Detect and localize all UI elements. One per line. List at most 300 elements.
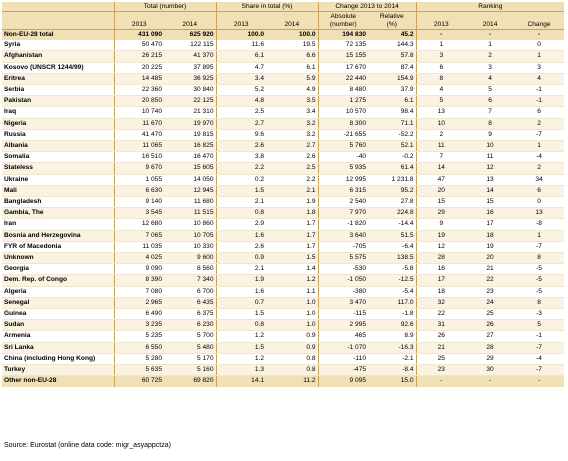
applicants-2014: 14 050 bbox=[164, 174, 216, 185]
rank-2013: 3 bbox=[416, 51, 466, 62]
rank-change: -7 bbox=[514, 342, 564, 353]
rank-change: -5 bbox=[514, 264, 564, 275]
applicants-2013: 7 065 bbox=[114, 230, 164, 241]
applicants-2013: 11 670 bbox=[114, 118, 164, 129]
share-2013: 2.6 bbox=[216, 241, 266, 252]
rank-2014: 27 bbox=[466, 331, 514, 342]
share-2013: 2.1 bbox=[216, 264, 266, 275]
country-name: Afghanistan bbox=[2, 51, 114, 62]
change-relative: 87.4 bbox=[368, 62, 416, 73]
table-row bbox=[2, 152, 564, 163]
rank-2013: 7 bbox=[416, 152, 466, 163]
rank-2013: 21 bbox=[416, 342, 466, 353]
change-relative: 95.2 bbox=[368, 185, 416, 196]
change-relative: -8.4 bbox=[368, 365, 416, 376]
rank-2014: 28 bbox=[466, 342, 514, 353]
other-2014: 69 820 bbox=[164, 376, 216, 387]
rank-2014: 10 bbox=[466, 141, 514, 152]
share-2013: 2.1 bbox=[216, 197, 266, 208]
change-relative: 71.1 bbox=[368, 118, 416, 129]
rank-change: -1 bbox=[514, 96, 564, 107]
total-change-absolute: 194 830 bbox=[318, 30, 368, 41]
total-change-relative: 45.2 bbox=[368, 30, 416, 41]
change-absolute: 2 995 bbox=[318, 320, 368, 331]
total-2013: 431 090 bbox=[114, 30, 164, 41]
applicants-2014: 21 310 bbox=[164, 107, 216, 118]
total-share-2013: 100.0 bbox=[216, 30, 266, 41]
table-row bbox=[2, 253, 564, 264]
applicants-2014: 10 330 bbox=[164, 241, 216, 252]
table-row bbox=[2, 185, 564, 196]
change-relative: 92.6 bbox=[368, 320, 416, 331]
change-relative: 57.8 bbox=[368, 51, 416, 62]
change-absolute: 3 470 bbox=[318, 297, 368, 308]
share-2014: 3.2 bbox=[266, 129, 318, 140]
country-name: Bangladesh bbox=[2, 197, 114, 208]
applicants-2013: 16 510 bbox=[114, 152, 164, 163]
share-2013: 1.2 bbox=[216, 331, 266, 342]
share-2013: 1.6 bbox=[216, 230, 266, 241]
applicants-2014: 6 700 bbox=[164, 286, 216, 297]
share-2013: 0.7 bbox=[216, 297, 266, 308]
table-row bbox=[2, 51, 564, 62]
applicants-2013: 5 235 bbox=[114, 331, 164, 342]
share-2014: 1.0 bbox=[266, 309, 318, 320]
rank-2014: 26 bbox=[466, 320, 514, 331]
rank-2013: 12 bbox=[416, 241, 466, 252]
country-name: Ukraine bbox=[2, 174, 114, 185]
table-row bbox=[2, 62, 564, 73]
share-2014: 1.7 bbox=[266, 219, 318, 230]
applicants-2013: 9 670 bbox=[114, 163, 164, 174]
change-absolute: 7 970 bbox=[318, 208, 368, 219]
header-absolute: Absolute (number) bbox=[318, 12, 368, 30]
change-absolute: 5 575 bbox=[318, 253, 368, 264]
rank-change: -5 bbox=[514, 275, 564, 286]
applicants-2014: 5 480 bbox=[164, 342, 216, 353]
applicants-2013: 12 680 bbox=[114, 219, 164, 230]
country-name: Iran bbox=[2, 219, 114, 230]
rank-2013: 16 bbox=[416, 264, 466, 275]
rank-2014: 20 bbox=[466, 253, 514, 264]
change-absolute: -115 bbox=[318, 309, 368, 320]
header-share-2014: 2014 bbox=[266, 12, 318, 30]
rank-2013: 17 bbox=[416, 275, 466, 286]
rank-2013: 22 bbox=[416, 309, 466, 320]
rank-2014: 21 bbox=[466, 264, 514, 275]
change-absolute: -40 bbox=[318, 152, 368, 163]
share-2013: 4.8 bbox=[216, 96, 266, 107]
country-name: Syria bbox=[2, 40, 114, 51]
share-2014: 1.2 bbox=[266, 275, 318, 286]
applicants-2014: 37 895 bbox=[164, 62, 216, 73]
applicants-2014: 5 160 bbox=[164, 365, 216, 376]
rank-change: -8 bbox=[514, 219, 564, 230]
applicants-2013: 20 850 bbox=[114, 96, 164, 107]
change-relative: 8.9 bbox=[368, 331, 416, 342]
share-2014: 1.8 bbox=[266, 208, 318, 219]
rank-2014: 17 bbox=[466, 219, 514, 230]
header-corner-2 bbox=[2, 12, 114, 30]
table-row bbox=[2, 174, 564, 185]
rank-change: 5 bbox=[514, 320, 564, 331]
rank-2013: 15 bbox=[416, 197, 466, 208]
rank-2013: 19 bbox=[416, 230, 466, 241]
share-2014: 2.7 bbox=[266, 141, 318, 152]
rank-2014: 8 bbox=[466, 118, 514, 129]
share-2014: 1.5 bbox=[266, 253, 318, 264]
change-absolute: -530 bbox=[318, 264, 368, 275]
change-absolute: -380 bbox=[318, 286, 368, 297]
applicants-2013: 11 065 bbox=[114, 141, 164, 152]
other-change-absolute: 9 095 bbox=[318, 376, 368, 387]
change-relative: 27.8 bbox=[368, 197, 416, 208]
applicants-2013: 41 470 bbox=[114, 129, 164, 140]
rank-2013: 20 bbox=[416, 185, 466, 196]
share-2014: 0.8 bbox=[266, 353, 318, 364]
share-2014: 0.9 bbox=[266, 331, 318, 342]
table-row bbox=[2, 85, 564, 96]
rank-change: 2 bbox=[514, 118, 564, 129]
rank-2014: 6 bbox=[466, 96, 514, 107]
rank-2013: 10 bbox=[416, 118, 466, 129]
country-name: Georgia bbox=[2, 264, 114, 275]
rank-2014: 12 bbox=[466, 163, 514, 174]
table-row bbox=[2, 275, 564, 286]
country-name: Unknown bbox=[2, 253, 114, 264]
share-2013: 3.4 bbox=[216, 73, 266, 84]
share-2013: 2.9 bbox=[216, 219, 266, 230]
country-name: Turkey bbox=[2, 365, 114, 376]
applicants-2014: 16 470 bbox=[164, 152, 216, 163]
other-2013: 60 725 bbox=[114, 376, 164, 387]
header-relative: Relative (%) bbox=[368, 12, 416, 30]
rank-change: 2 bbox=[514, 163, 564, 174]
share-2013: 5.2 bbox=[216, 85, 266, 96]
applicants-2014: 7 340 bbox=[164, 275, 216, 286]
change-absolute: 15 155 bbox=[318, 51, 368, 62]
header-change: Change 2013 to 2014 bbox=[318, 2, 416, 12]
change-absolute: 8 480 bbox=[318, 85, 368, 96]
country-name: China (including Hong Kong) bbox=[2, 353, 114, 364]
share-2013: 0.8 bbox=[216, 320, 266, 331]
share-2014: 1.7 bbox=[266, 230, 318, 241]
rank-2014: 23 bbox=[466, 286, 514, 297]
change-relative: -52.2 bbox=[368, 129, 416, 140]
change-absolute: 12 995 bbox=[318, 174, 368, 185]
change-relative: 6.1 bbox=[368, 96, 416, 107]
rank-2013: 11 bbox=[416, 141, 466, 152]
applicants-2014: 19 815 bbox=[164, 129, 216, 140]
change-relative: -14.4 bbox=[368, 219, 416, 230]
rank-change: 6 bbox=[514, 107, 564, 118]
country-name: Gambia, The bbox=[2, 208, 114, 219]
header-share: Share in total (%) bbox=[216, 2, 318, 12]
header-corner bbox=[2, 2, 114, 12]
country-name: Somalia bbox=[2, 152, 114, 163]
rank-2014: 15 bbox=[466, 197, 514, 208]
change-relative: -2.1 bbox=[368, 353, 416, 364]
share-2014: 2.1 bbox=[266, 185, 318, 196]
rank-change: 8 bbox=[514, 297, 564, 308]
header-total-2013: 2013 bbox=[114, 12, 164, 30]
change-relative: 144.3 bbox=[368, 40, 416, 51]
rank-2013: 32 bbox=[416, 297, 466, 308]
rank-2014: 16 bbox=[466, 208, 514, 219]
change-absolute: -705 bbox=[318, 241, 368, 252]
rank-2014: 30 bbox=[466, 365, 514, 376]
applicants-2013: 3 545 bbox=[114, 208, 164, 219]
table-row bbox=[2, 208, 564, 219]
share-2014: 4.9 bbox=[266, 85, 318, 96]
rank-change: 8 bbox=[514, 253, 564, 264]
share-2014: 6.1 bbox=[266, 62, 318, 73]
rank-2013: 4 bbox=[416, 85, 466, 96]
rank-2013: 9 bbox=[416, 219, 466, 230]
applicants-2013: 9 140 bbox=[114, 197, 164, 208]
rank-2013: 5 bbox=[416, 96, 466, 107]
applicants-2014: 30 840 bbox=[164, 85, 216, 96]
total-rank-2013: - bbox=[416, 30, 466, 41]
applicants-2014: 22 125 bbox=[164, 96, 216, 107]
rank-2013: 31 bbox=[416, 320, 466, 331]
country-name: Serbia bbox=[2, 85, 114, 96]
applicants-2014: 5 170 bbox=[164, 353, 216, 364]
table-row bbox=[2, 264, 564, 275]
applicants-2014: 10 860 bbox=[164, 219, 216, 230]
change-absolute: 3 640 bbox=[318, 230, 368, 241]
table-row bbox=[2, 331, 564, 342]
country-name: Sri Lanka bbox=[2, 342, 114, 353]
rank-change: 34 bbox=[514, 174, 564, 185]
rank-2013: 1 bbox=[416, 40, 466, 51]
country-name: Albania bbox=[2, 141, 114, 152]
share-2014: 2.2 bbox=[266, 174, 318, 185]
table-row bbox=[2, 96, 564, 107]
rank-change: 0 bbox=[514, 197, 564, 208]
rank-change: -4 bbox=[514, 152, 564, 163]
other-label: Other non-EU-28 bbox=[2, 376, 114, 387]
change-absolute: 5 760 bbox=[318, 141, 368, 152]
change-relative: 51.5 bbox=[368, 230, 416, 241]
rank-2014: 7 bbox=[466, 107, 514, 118]
change-absolute: -21 655 bbox=[318, 129, 368, 140]
table-row bbox=[2, 219, 564, 230]
change-absolute: 1 275 bbox=[318, 96, 368, 107]
change-relative: 138.5 bbox=[368, 253, 416, 264]
rank-2014: 24 bbox=[466, 297, 514, 308]
country-name: Pakistan bbox=[2, 96, 114, 107]
rank-2013: 8 bbox=[416, 73, 466, 84]
share-2014: 1.0 bbox=[266, 297, 318, 308]
share-2014: 1.0 bbox=[266, 320, 318, 331]
change-absolute: 2 540 bbox=[318, 197, 368, 208]
applicants-2013: 3 235 bbox=[114, 320, 164, 331]
rank-2013: 14 bbox=[416, 163, 466, 174]
country-name: Iraq bbox=[2, 107, 114, 118]
share-2013: 2.5 bbox=[216, 107, 266, 118]
change-relative: 52.1 bbox=[368, 141, 416, 152]
applicants-2013: 7 080 bbox=[114, 286, 164, 297]
header-rank-2014: 2014 bbox=[466, 12, 514, 30]
change-relative: -16.3 bbox=[368, 342, 416, 353]
rank-change: 13 bbox=[514, 208, 564, 219]
total-label: Non-EU-28 total bbox=[2, 30, 114, 41]
change-relative: 37.9 bbox=[368, 85, 416, 96]
change-absolute: -1 820 bbox=[318, 219, 368, 230]
country-name: Nigeria bbox=[2, 118, 114, 129]
rank-2014: 11 bbox=[466, 152, 514, 163]
applicants-2013: 2 965 bbox=[114, 297, 164, 308]
header-rank-change: Change bbox=[514, 12, 564, 30]
rank-2013: 18 bbox=[416, 286, 466, 297]
share-2014: 2.5 bbox=[266, 163, 318, 174]
other-rank-2013: - bbox=[416, 376, 466, 387]
rank-2014: 1 bbox=[466, 40, 514, 51]
other-row bbox=[2, 376, 564, 387]
country-name: FYR of Macedonia bbox=[2, 241, 114, 252]
rank-change: -7 bbox=[514, 241, 564, 252]
share-2013: 9.6 bbox=[216, 129, 266, 140]
applicants-2013: 10 740 bbox=[114, 107, 164, 118]
table-row bbox=[2, 297, 564, 308]
change-relative: 224.8 bbox=[368, 208, 416, 219]
header-ranking: Ranking bbox=[416, 2, 564, 12]
header-rank-2013: 2013 bbox=[416, 12, 466, 30]
other-change-relative: 15.0 bbox=[368, 376, 416, 387]
table-row bbox=[2, 129, 564, 140]
table-row bbox=[2, 73, 564, 84]
rank-2014: 4 bbox=[466, 73, 514, 84]
rank-2014: 14 bbox=[466, 185, 514, 196]
share-2013: 0.8 bbox=[216, 208, 266, 219]
country-name: Algeria bbox=[2, 286, 114, 297]
applicants-2013: 50 470 bbox=[114, 40, 164, 51]
change-absolute: 5 935 bbox=[318, 163, 368, 174]
share-2014: 3.5 bbox=[266, 96, 318, 107]
country-name: Eritrea bbox=[2, 73, 114, 84]
country-name: Senegal bbox=[2, 297, 114, 308]
table-row bbox=[2, 197, 564, 208]
rank-change: -1 bbox=[514, 85, 564, 96]
table-row bbox=[2, 118, 564, 129]
applicants-2014: 8 560 bbox=[164, 264, 216, 275]
applicants-2013: 5 280 bbox=[114, 353, 164, 364]
share-2013: 1.3 bbox=[216, 365, 266, 376]
share-2014: 1.9 bbox=[266, 197, 318, 208]
rank-2014: 2 bbox=[466, 51, 514, 62]
applicants-2013: 26 215 bbox=[114, 51, 164, 62]
other-rank-2014: - bbox=[466, 376, 514, 387]
rank-2013: 47 bbox=[416, 174, 466, 185]
rank-change: -4 bbox=[514, 353, 564, 364]
change-relative: -12.5 bbox=[368, 275, 416, 286]
rank-change: 1 bbox=[514, 141, 564, 152]
applicants-2014: 5 700 bbox=[164, 331, 216, 342]
rank-change: -3 bbox=[514, 309, 564, 320]
applicants-2013: 6 630 bbox=[114, 185, 164, 196]
share-2014: 5.9 bbox=[266, 73, 318, 84]
share-2013: 11.6 bbox=[216, 40, 266, 51]
share-2014: 6.6 bbox=[266, 51, 318, 62]
share-2013: 1.6 bbox=[216, 286, 266, 297]
rank-2014: 9 bbox=[466, 129, 514, 140]
share-2014: 1.1 bbox=[266, 286, 318, 297]
total-rank-change: - bbox=[514, 30, 564, 41]
table-row bbox=[2, 353, 564, 364]
change-relative: -0.2 bbox=[368, 152, 416, 163]
rank-2013: 6 bbox=[416, 62, 466, 73]
rank-2013: 29 bbox=[416, 208, 466, 219]
applicants-2014: 36 925 bbox=[164, 73, 216, 84]
change-relative: -1.8 bbox=[368, 309, 416, 320]
change-absolute: 22 440 bbox=[318, 73, 368, 84]
share-2014: 1.7 bbox=[266, 241, 318, 252]
rank-2014: 18 bbox=[466, 230, 514, 241]
share-2013: 6.1 bbox=[216, 51, 266, 62]
applicants-2014: 15 605 bbox=[164, 163, 216, 174]
applicants-2013: 1 055 bbox=[114, 174, 164, 185]
share-2014: 19.5 bbox=[266, 40, 318, 51]
share-2014: 3.2 bbox=[266, 118, 318, 129]
change-absolute: 72 135 bbox=[318, 40, 368, 51]
rank-2013: 23 bbox=[416, 365, 466, 376]
other-rank-change: - bbox=[514, 376, 564, 387]
share-2014: 1.4 bbox=[266, 264, 318, 275]
table-row bbox=[2, 107, 564, 118]
share-2013: 2.6 bbox=[216, 141, 266, 152]
applicants-2013: 11 035 bbox=[114, 241, 164, 252]
table-row bbox=[2, 342, 564, 353]
share-2013: 1.5 bbox=[216, 185, 266, 196]
country-name: Armenia bbox=[2, 331, 114, 342]
change-absolute: 17 670 bbox=[318, 62, 368, 73]
header-total-2014: 2014 bbox=[164, 12, 216, 30]
applicants-2014: 6 230 bbox=[164, 320, 216, 331]
share-2014: 0.9 bbox=[266, 342, 318, 353]
applicants-2014: 11 515 bbox=[164, 208, 216, 219]
rank-2014: 25 bbox=[466, 309, 514, 320]
asylum-applicants-table bbox=[2, 2, 564, 387]
table-body bbox=[2, 30, 564, 376]
total-2014: 625 920 bbox=[164, 30, 216, 41]
applicants-2014: 19 970 bbox=[164, 118, 216, 129]
change-relative: 154.9 bbox=[368, 73, 416, 84]
total-row bbox=[2, 30, 564, 41]
rank-change: 1 bbox=[514, 51, 564, 62]
share-2013: 1.5 bbox=[216, 342, 266, 353]
applicants-2013: 8 390 bbox=[114, 275, 164, 286]
change-relative: 98.4 bbox=[368, 107, 416, 118]
table-row bbox=[2, 141, 564, 152]
applicants-2014: 11 680 bbox=[164, 197, 216, 208]
applicants-2014: 122 115 bbox=[164, 40, 216, 51]
share-2013: 1.5 bbox=[216, 309, 266, 320]
rank-change: 1 bbox=[514, 230, 564, 241]
header-total: Total (number) bbox=[114, 2, 216, 12]
change-absolute: 8 300 bbox=[318, 118, 368, 129]
country-name: Bosnia and Herzegovina bbox=[2, 230, 114, 241]
share-2013: 0.2 bbox=[216, 174, 266, 185]
table-row bbox=[2, 163, 564, 174]
table-row bbox=[2, 230, 564, 241]
rank-change: -7 bbox=[514, 365, 564, 376]
table-row bbox=[2, 365, 564, 376]
rank-2014: 13 bbox=[466, 174, 514, 185]
applicants-2013: 6 550 bbox=[114, 342, 164, 353]
change-absolute: -1 050 bbox=[318, 275, 368, 286]
source-note: Source: Eurostat (online data code: migr_asyappctza) bbox=[4, 442, 171, 449]
